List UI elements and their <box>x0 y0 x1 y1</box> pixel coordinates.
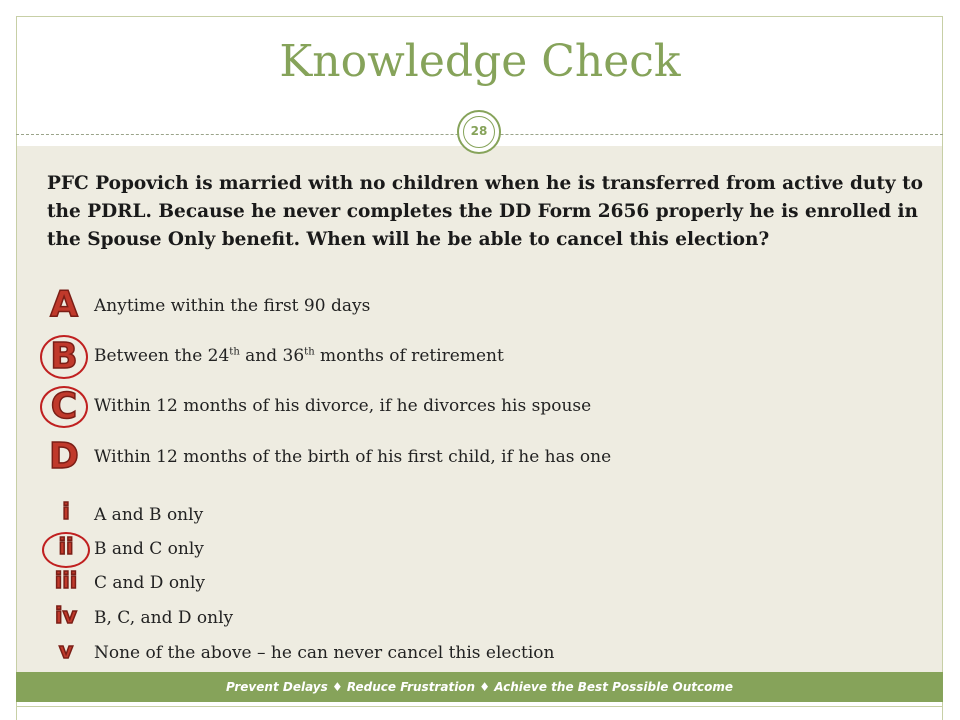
footer-text: Prevent Delays ♦ Reduce Frustration ♦ Achieve the Best Possible Outcome <box>225 680 734 694</box>
answer-v-text: None of the above – he can never cancel this election <box>94 643 555 663</box>
answer-numeral-iii: iii <box>54 569 78 594</box>
option-d-text: Within 12 months of the birth of his first child, if he has one <box>94 447 612 467</box>
footer-bar <box>16 672 943 702</box>
page-number: 28 <box>463 116 495 148</box>
slide-title: Knowledge Check <box>279 36 681 87</box>
question-text: PFC Popovich is married with no children when he is transferred from active duty to the PDRL. Because he never completes the DD Form 2656 properly he is enrolled in the Spouse Only benefit. When will he be able to cancel this election? <box>47 173 923 250</box>
option-b-text: Between the 24th and 36th months of retirement <box>94 346 504 366</box>
option-c-text: Within 12 months of his divorce, if he divorces his spouse <box>94 396 592 416</box>
selection-circle-b <box>40 335 88 379</box>
option-letter-d: D <box>49 436 79 477</box>
answer-ii-text: B and C only <box>94 539 204 559</box>
page-number-badge <box>457 110 501 154</box>
answer-numeral-v: v <box>58 639 74 664</box>
option-letter-a: A <box>50 284 78 325</box>
selection-circle-c <box>40 386 88 428</box>
answer-numeral-i: i <box>62 500 70 525</box>
bottom-rule <box>16 706 943 707</box>
answer-iii-text: C and D only <box>94 573 206 593</box>
answer-i-text: A and B only <box>94 505 204 525</box>
option-letter-b: B <box>50 336 78 377</box>
answer-numeral-iv: iv <box>55 604 77 629</box>
option-letter-c: C <box>50 386 78 427</box>
option-a-text: Anytime within the first 90 days <box>94 296 371 316</box>
answer-iv-text: B, C, and D only <box>94 608 234 628</box>
answer-numeral-ii: ii <box>58 535 74 560</box>
